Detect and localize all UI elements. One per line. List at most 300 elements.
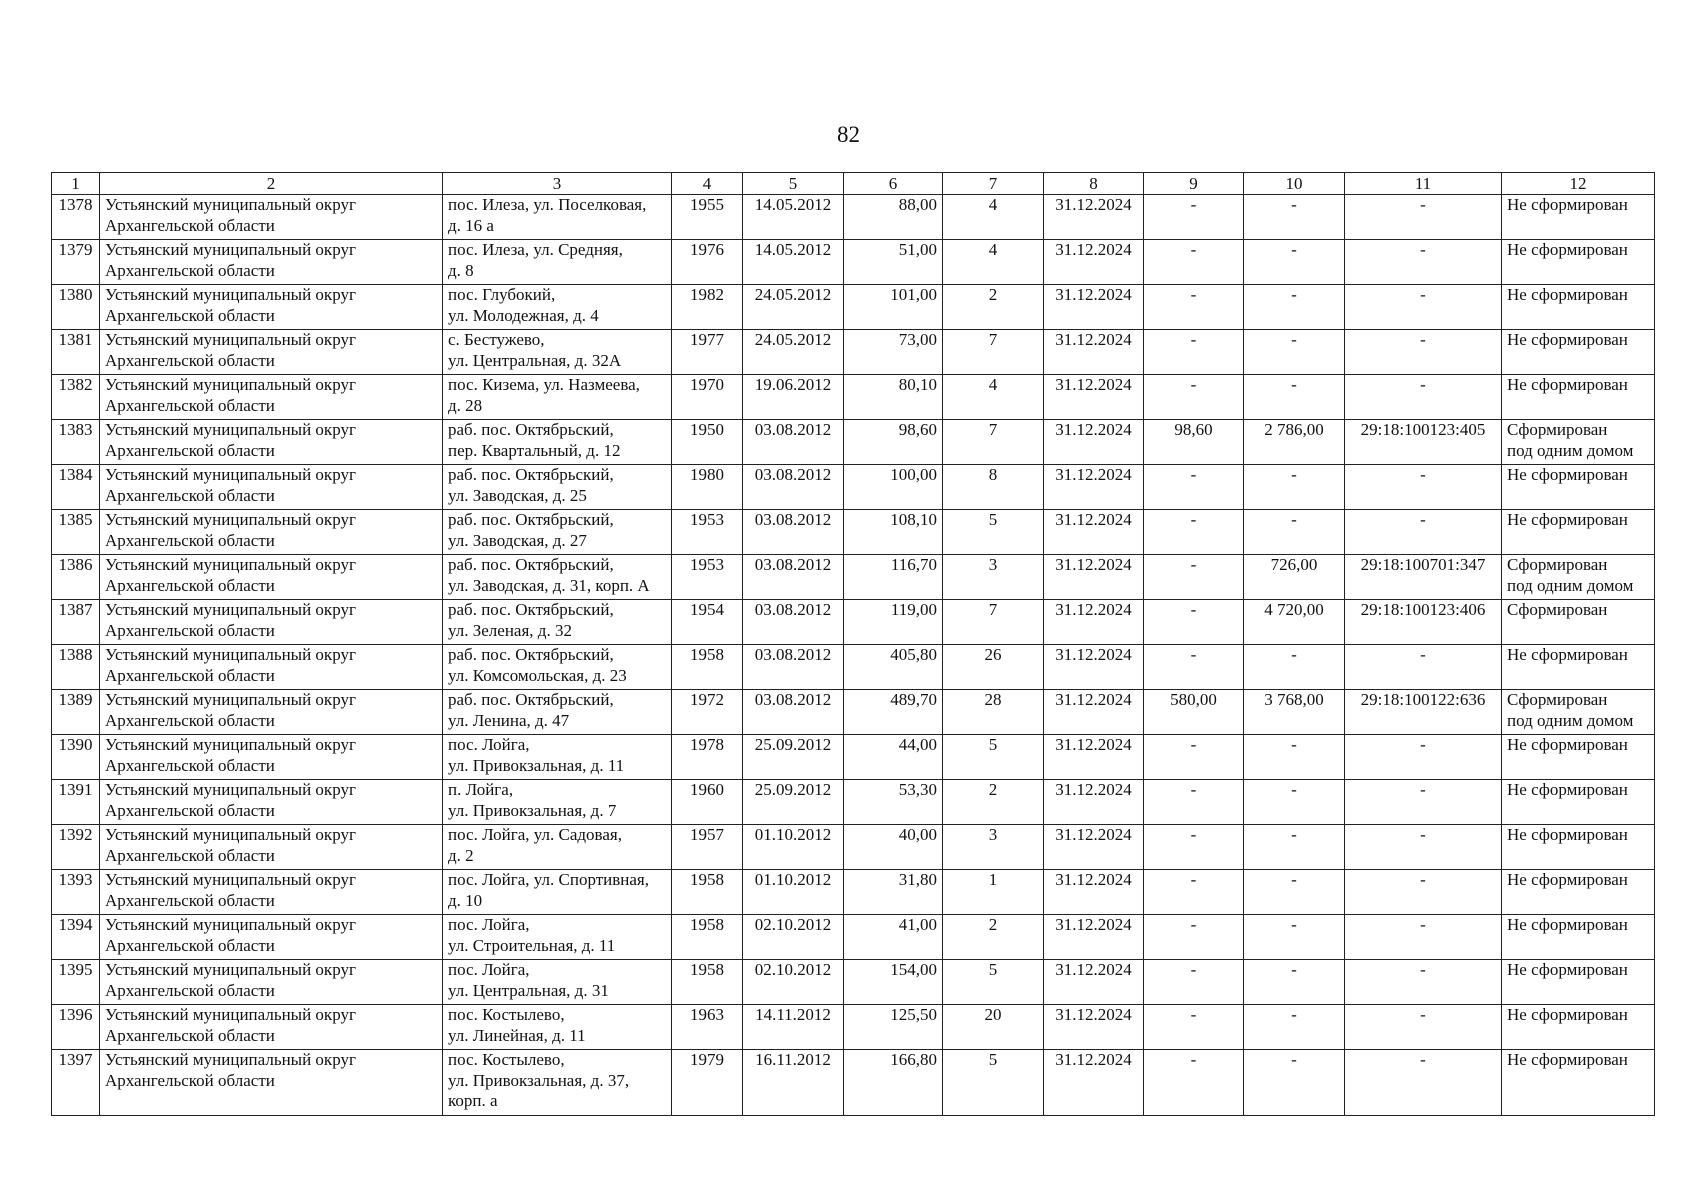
land-status-line: Не сформирован [1507, 1050, 1628, 1069]
residents-cell: 3 [943, 825, 1044, 870]
date-cell: 19.06.2012 [743, 375, 844, 420]
record-number-cell: 1378 [52, 195, 100, 240]
owner-line: Устьянский муниципальный округ [105, 465, 356, 484]
column-9-cell: - [1144, 510, 1244, 555]
owner-cell [100, 690, 443, 735]
record-number-cell: 1385 [52, 510, 100, 555]
date-cell: 02.10.2012 [743, 915, 844, 960]
build-year-cell: 1950 [672, 420, 743, 465]
owner-line: Архангельской области [105, 395, 275, 415]
owner-line: Устьянский муниципальный округ [105, 510, 356, 529]
build-year-cell: 1953 [672, 555, 743, 600]
address-cell [443, 600, 672, 645]
table-row [52, 915, 1655, 960]
owner-line: Устьянский муниципальный округ [105, 600, 356, 619]
owner-cell [100, 330, 443, 375]
cadastral-number-cell: - [1345, 780, 1502, 825]
land-area-cell: - [1244, 915, 1345, 960]
build-year-cell: 1958 [672, 915, 743, 960]
address-line: ул. Центральная, д. 31 [448, 980, 609, 1000]
column-9-cell: - [1144, 600, 1244, 645]
address-line: пос. Илеза, ул. Поселковая, [448, 195, 647, 214]
residents-cell: 7 [943, 330, 1044, 375]
build-year-cell: 1976 [672, 240, 743, 285]
record-number-cell: 1391 [52, 780, 100, 825]
date-cell: 25.09.2012 [743, 735, 844, 780]
cadastral-number-cell: - [1345, 825, 1502, 870]
owner-cell [100, 285, 443, 330]
record-number-cell: 1388 [52, 645, 100, 690]
address-line: ул. Ленина, д. 47 [448, 710, 570, 730]
owner-line: Устьянский муниципальный округ [105, 330, 356, 349]
land-status-cell [1502, 960, 1655, 1005]
cadastral-number-cell: - [1345, 510, 1502, 555]
land-area-cell: - [1244, 780, 1345, 825]
column-9-cell: - [1144, 960, 1244, 1005]
area-cell: 41,00 [844, 915, 943, 960]
cadastral-number-cell: - [1345, 195, 1502, 240]
owner-line: Устьянский муниципальный округ [105, 420, 356, 439]
owner-line: Архангельской области [105, 710, 275, 730]
address-line: д. 10 [448, 890, 483, 910]
column-9-cell: 98,60 [1144, 420, 1244, 465]
owner-line: Архангельской области [105, 575, 275, 595]
area-cell: 53,30 [844, 780, 943, 825]
record-number-cell: 1384 [52, 465, 100, 510]
residents-cell: 4 [943, 240, 1044, 285]
date-cell: 03.08.2012 [743, 420, 844, 465]
land-status-line: Не сформирован [1507, 825, 1628, 844]
column-9-cell: - [1144, 285, 1244, 330]
land-status-cell [1502, 555, 1655, 600]
build-year-cell: 1979 [672, 1050, 743, 1116]
table-row [52, 870, 1655, 915]
deadline-cell: 31.12.2024 [1044, 240, 1144, 285]
date-cell: 25.09.2012 [743, 780, 844, 825]
land-area-cell: - [1244, 645, 1345, 690]
address-line: ул. Линейная, д. 11 [448, 1025, 586, 1045]
record-number-cell: 1386 [52, 555, 100, 600]
owner-cell [100, 600, 443, 645]
deadline-cell: 31.12.2024 [1044, 375, 1144, 420]
owner-line: Архангельской области [105, 980, 275, 1000]
land-status-cell [1502, 240, 1655, 285]
address-line: раб. пос. Октябрьский, [448, 555, 614, 574]
cadastral-number-cell: - [1345, 735, 1502, 780]
land-status-cell [1502, 735, 1655, 780]
address-cell [443, 825, 672, 870]
address-cell [443, 870, 672, 915]
column-9-cell: - [1144, 240, 1244, 285]
deadline-cell: 31.12.2024 [1044, 1050, 1144, 1116]
column-9-cell: - [1144, 915, 1244, 960]
deadline-cell: 31.12.2024 [1044, 960, 1144, 1005]
area-cell: 489,70 [844, 690, 943, 735]
address-line: пос. Лойга, [448, 735, 530, 754]
deadline-cell: 31.12.2024 [1044, 735, 1144, 780]
build-year-cell: 1980 [672, 465, 743, 510]
owner-cell [100, 825, 443, 870]
residents-cell: 5 [943, 960, 1044, 1005]
land-area-cell: - [1244, 825, 1345, 870]
address-line: ул. Молодежная, д. 4 [448, 305, 599, 325]
owner-cell [100, 510, 443, 555]
build-year-cell: 1958 [672, 960, 743, 1005]
area-cell: 154,00 [844, 960, 943, 1005]
land-area-cell: 3 768,00 [1244, 690, 1345, 735]
cadastral-number-cell: - [1345, 240, 1502, 285]
residents-cell: 4 [943, 375, 1044, 420]
record-number-cell: 1387 [52, 600, 100, 645]
land-status-line: Не сформирован [1507, 375, 1628, 394]
owner-cell [100, 465, 443, 510]
table-row [52, 960, 1655, 1005]
column-number-header-row [52, 173, 1655, 195]
land-status-line: Не сформирован [1507, 960, 1628, 979]
column-9-cell: - [1144, 645, 1244, 690]
owner-cell [100, 645, 443, 690]
owner-cell [100, 555, 443, 600]
address-line: корп. а [448, 1091, 498, 1110]
deadline-cell: 31.12.2024 [1044, 645, 1144, 690]
address-line: ул. Комсомольская, д. 23 [448, 665, 627, 685]
column-9-cell: - [1144, 870, 1244, 915]
owner-line: Устьянский муниципальный округ [105, 780, 356, 799]
address-cell [443, 555, 672, 600]
owner-line: Устьянский муниципальный округ [105, 735, 356, 754]
land-area-cell: - [1244, 195, 1345, 240]
record-number-cell: 1394 [52, 915, 100, 960]
address-cell [443, 330, 672, 375]
area-cell: 125,50 [844, 1005, 943, 1050]
table-row [52, 375, 1655, 420]
owner-line: Устьянский муниципальный округ [105, 240, 356, 259]
address-line: пос. Лойга, [448, 915, 530, 934]
cadastral-number-cell: - [1345, 960, 1502, 1005]
deadline-cell: 31.12.2024 [1044, 285, 1144, 330]
column-9-cell: - [1144, 555, 1244, 600]
address-line: ул. Центральная, д. 32А [448, 350, 622, 370]
record-number-cell: 1395 [52, 960, 100, 1005]
residents-cell: 2 [943, 285, 1044, 330]
address-line: пер. Квартальный, д. 12 [448, 440, 621, 460]
owner-line: Архангельской области [105, 1025, 275, 1045]
owner-line: Устьянский муниципальный округ [105, 1050, 356, 1069]
cadastral-number-cell: - [1345, 645, 1502, 690]
area-cell: 166,80 [844, 1050, 943, 1116]
residents-cell: 7 [943, 420, 1044, 465]
build-year-cell: 1957 [672, 825, 743, 870]
land-status-cell [1502, 285, 1655, 330]
address-line: ул. Строительная, д. 11 [448, 935, 616, 955]
address-line: пос. Глубокий, [448, 285, 556, 304]
land-status-line: под одним домом [1507, 575, 1634, 595]
build-year-cell: 1960 [672, 780, 743, 825]
land-status-cell [1502, 645, 1655, 690]
build-year-cell: 1958 [672, 645, 743, 690]
area-cell: 108,10 [844, 510, 943, 555]
land-status-cell [1502, 825, 1655, 870]
owner-cell [100, 1005, 443, 1050]
build-year-cell: 1972 [672, 690, 743, 735]
owner-cell [100, 240, 443, 285]
table-row [52, 195, 1655, 240]
table-row [52, 1005, 1655, 1050]
table-row [52, 600, 1655, 645]
cadastral-number-cell: - [1345, 285, 1502, 330]
land-status-cell [1502, 780, 1655, 825]
deadline-cell: 31.12.2024 [1044, 600, 1144, 645]
date-cell: 01.10.2012 [743, 870, 844, 915]
address-line: д. 8 [448, 260, 474, 280]
date-cell: 02.10.2012 [743, 960, 844, 1005]
address-line: ул. Привокзальная, д. 7 [448, 800, 617, 820]
deadline-cell: 31.12.2024 [1044, 510, 1144, 555]
address-cell [443, 420, 672, 465]
land-area-cell: 2 786,00 [1244, 420, 1345, 465]
owner-line: Архангельской области [105, 800, 275, 820]
address-line: ул. Заводская, д. 27 [448, 530, 587, 550]
address-line: ул. Привокзальная, д. 11 [448, 755, 625, 775]
land-status-line: Не сформирован [1507, 645, 1628, 664]
date-cell: 01.10.2012 [743, 825, 844, 870]
land-status-line: Не сформирован [1507, 1005, 1628, 1024]
land-status-line: Не сформирован [1507, 465, 1628, 484]
owner-line: Устьянский муниципальный округ [105, 555, 356, 574]
owner-line: Устьянский муниципальный округ [105, 645, 356, 664]
column-9-cell: - [1144, 825, 1244, 870]
cadastral-number-cell: - [1345, 915, 1502, 960]
owner-line: Устьянский муниципальный округ [105, 825, 356, 844]
land-area-cell: - [1244, 1005, 1345, 1050]
land-status-cell [1502, 510, 1655, 555]
land-area-cell: - [1244, 240, 1345, 285]
column-header: 2 [100, 173, 443, 195]
owner-line: Устьянский муниципальный округ [105, 870, 356, 889]
column-header: 3 [443, 173, 672, 195]
table-row [52, 780, 1655, 825]
address-line: ул. Привокзальная, д. 37, [448, 1070, 630, 1090]
record-number-cell: 1379 [52, 240, 100, 285]
address-line: д. 2 [448, 845, 474, 865]
owner-line: Архангельской области [105, 1070, 275, 1090]
address-cell [443, 375, 672, 420]
cadastral-number-cell: - [1345, 375, 1502, 420]
column-9-cell: 580,00 [1144, 690, 1244, 735]
owner-line: Устьянский муниципальный округ [105, 690, 356, 709]
land-status-cell [1502, 1050, 1655, 1116]
area-cell: 80,10 [844, 375, 943, 420]
cadastral-number-cell: - [1345, 1050, 1502, 1116]
land-status-line: Не сформирован [1507, 915, 1628, 934]
residents-cell: 7 [943, 600, 1044, 645]
land-area-cell: - [1244, 330, 1345, 375]
owner-line: Архангельской области [105, 890, 275, 910]
column-header: 9 [1144, 173, 1244, 195]
deadline-cell: 31.12.2024 [1044, 1005, 1144, 1050]
record-number-cell: 1389 [52, 690, 100, 735]
land-status-cell [1502, 870, 1655, 915]
column-header: 7 [943, 173, 1044, 195]
land-area-cell: - [1244, 870, 1345, 915]
cadastral-number-cell: - [1345, 1005, 1502, 1050]
date-cell: 03.08.2012 [743, 645, 844, 690]
column-9-cell: - [1144, 1005, 1244, 1050]
table-row [52, 690, 1655, 735]
table-row [52, 465, 1655, 510]
address-line: раб. пос. Октябрьский, [448, 465, 614, 484]
owner-line: Архангельской области [105, 485, 275, 505]
address-line: с. Бестужево, [448, 330, 545, 349]
land-status-line: под одним домом [1507, 440, 1634, 460]
owner-line: Архангельской области [105, 305, 275, 325]
column-9-cell: - [1144, 1050, 1244, 1116]
address-line: пос. Лойга, ул. Спортивная, [448, 870, 650, 889]
land-area-cell: - [1244, 510, 1345, 555]
build-year-cell: 1963 [672, 1005, 743, 1050]
land-status-line: Не сформирован [1507, 285, 1628, 304]
area-cell: 88,00 [844, 195, 943, 240]
table-row [52, 510, 1655, 555]
address-line: д. 16 а [448, 215, 494, 235]
area-cell: 405,80 [844, 645, 943, 690]
column-header: 1 [52, 173, 100, 195]
land-status-line: Сформирован [1507, 600, 1608, 619]
owner-cell [100, 1050, 443, 1116]
address-line: пос. Кизема, ул. Назмеева, [448, 375, 640, 394]
record-number-cell: 1383 [52, 420, 100, 465]
owner-line: Архангельской области [105, 845, 275, 865]
column-header: 11 [1345, 173, 1502, 195]
address-cell [443, 645, 672, 690]
date-cell: 16.11.2012 [743, 1050, 844, 1116]
owner-line: Устьянский муниципальный округ [105, 285, 356, 304]
deadline-cell: 31.12.2024 [1044, 330, 1144, 375]
column-header: 8 [1044, 173, 1144, 195]
land-area-cell: 4 720,00 [1244, 600, 1345, 645]
date-cell: 03.08.2012 [743, 690, 844, 735]
build-year-cell: 1954 [672, 600, 743, 645]
land-area-cell: - [1244, 735, 1345, 780]
table-body [52, 195, 1655, 1116]
land-status-cell [1502, 420, 1655, 465]
land-status-line: Сформирован [1507, 555, 1608, 574]
column-9-cell: - [1144, 195, 1244, 240]
table-row [52, 240, 1655, 285]
table-row [52, 555, 1655, 600]
address-line: пос. Илеза, ул. Средняя, [448, 240, 623, 259]
owner-line: Архангельской области [105, 350, 275, 370]
column-9-cell: - [1144, 735, 1244, 780]
residents-cell: 4 [943, 195, 1044, 240]
date-cell: 24.05.2012 [743, 285, 844, 330]
residents-cell: 1 [943, 870, 1044, 915]
build-year-cell: 1953 [672, 510, 743, 555]
address-cell [443, 735, 672, 780]
build-year-cell: 1955 [672, 195, 743, 240]
deadline-cell: 31.12.2024 [1044, 870, 1144, 915]
owner-cell [100, 735, 443, 780]
build-year-cell: 1958 [672, 870, 743, 915]
owner-line: Архангельской области [105, 215, 275, 235]
area-cell: 44,00 [844, 735, 943, 780]
column-9-cell: - [1144, 465, 1244, 510]
area-cell: 116,70 [844, 555, 943, 600]
table-row [52, 285, 1655, 330]
address-line: ул. Заводская, д. 25 [448, 485, 587, 505]
area-cell: 40,00 [844, 825, 943, 870]
owner-line: Архангельской области [105, 260, 275, 280]
residents-cell: 5 [943, 510, 1044, 555]
address-cell [443, 690, 672, 735]
address-line: пос. Лойга, [448, 960, 530, 979]
record-number-cell: 1382 [52, 375, 100, 420]
cadastral-number-cell: 29:18:100701:347 [1345, 555, 1502, 600]
owner-cell [100, 195, 443, 240]
date-cell: 14.05.2012 [743, 240, 844, 285]
column-9-cell: - [1144, 780, 1244, 825]
owner-line: Устьянский муниципальный округ [105, 375, 356, 394]
address-line: ул. Зеленая, д. 32 [448, 620, 572, 640]
address-line: раб. пос. Октябрьский, [448, 645, 614, 664]
land-status-cell [1502, 915, 1655, 960]
address-line: пос. Лойга, ул. Садовая, [448, 825, 622, 844]
record-number-cell: 1392 [52, 825, 100, 870]
address-line: п. Лойга, [448, 780, 514, 799]
address-cell [443, 510, 672, 555]
land-status-cell [1502, 690, 1655, 735]
cadastral-number-cell: 29:18:100122:636 [1345, 690, 1502, 735]
date-cell: 03.08.2012 [743, 555, 844, 600]
column-header: 5 [743, 173, 844, 195]
cadastral-number-cell: - [1345, 465, 1502, 510]
land-status-line: Не сформирован [1507, 330, 1628, 349]
land-area-cell: - [1244, 960, 1345, 1005]
deadline-cell: 31.12.2024 [1044, 690, 1144, 735]
page-number: 82 [837, 122, 860, 147]
date-cell: 03.08.2012 [743, 510, 844, 555]
address-cell [443, 780, 672, 825]
address-line: д. 28 [448, 395, 483, 415]
address-line: раб. пос. Октябрьский, [448, 420, 614, 439]
residents-cell: 26 [943, 645, 1044, 690]
address-line: раб. пос. Октябрьский, [448, 510, 614, 529]
land-area-cell: - [1244, 465, 1345, 510]
table-row [52, 825, 1655, 870]
record-number-cell: 1380 [52, 285, 100, 330]
address-cell [443, 1050, 672, 1116]
land-area-cell: - [1244, 1050, 1345, 1116]
owner-line: Устьянский муниципальный округ [105, 1005, 356, 1024]
date-cell: 14.05.2012 [743, 195, 844, 240]
address-cell [443, 960, 672, 1005]
deadline-cell: 31.12.2024 [1044, 780, 1144, 825]
deadline-cell: 31.12.2024 [1044, 555, 1144, 600]
build-year-cell: 1977 [672, 330, 743, 375]
table-row [52, 645, 1655, 690]
build-year-cell: 1978 [672, 735, 743, 780]
column-header: 4 [672, 173, 743, 195]
owner-line: Устьянский муниципальный округ [105, 915, 356, 934]
owner-line: Архангельской области [105, 665, 275, 685]
table-row [52, 330, 1655, 375]
address-line: пос. Костылево, [448, 1005, 565, 1024]
record-number-cell: 1396 [52, 1005, 100, 1050]
owner-line: Архангельской области [105, 620, 275, 640]
land-status-line: Не сформирован [1507, 240, 1628, 259]
address-line: раб. пос. Октябрьский, [448, 690, 614, 709]
residents-cell: 20 [943, 1005, 1044, 1050]
